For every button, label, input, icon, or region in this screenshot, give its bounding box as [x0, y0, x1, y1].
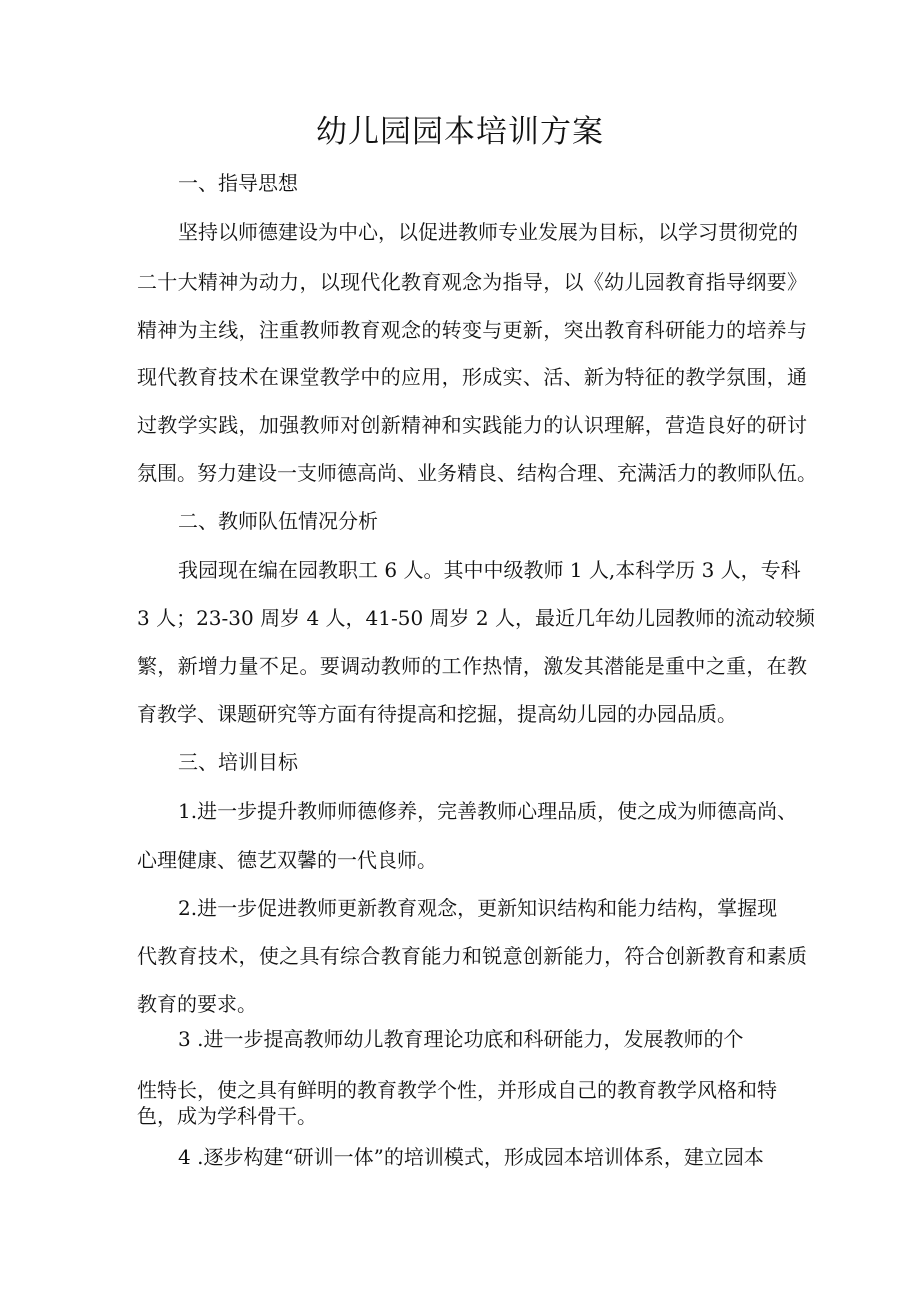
list-item-goal-1: 1.进一步提升教师师德修养，完善教师心理品质，使之成为师德高尚、	[178, 799, 798, 823]
list-item-goal-2: 2.进一步促进教师更新教育观念，更新知识结构和能力结构，掌握现	[178, 896, 778, 920]
paragraph-line: 氛围。努力建设一支师德高尚、业务精良、结构合理、充满活力的教师队伍。	[137, 461, 817, 485]
paragraph-line: 代教育技术，使之具有综合教育能力和锐意创新能力，符合创新教育和素质	[137, 944, 807, 968]
paragraph-line: 精神为主线，注重教师教育观念的转变与更新，突出教育科研能力的培养与	[137, 318, 807, 342]
paragraph-line: 色，成为学科骨干。	[137, 1104, 317, 1128]
paragraph-line: 过教学实践，加强教师对创新精神和实践能力的认识理解，营造良好的研讨	[137, 413, 807, 437]
list-item-goal-3: 3 .进一步提高教师幼儿教育理论功底和科研能力，发展教师的个	[178, 1027, 744, 1051]
paragraph-line: 心理健康、德艺双馨的一代良师。	[137, 848, 437, 872]
paragraph-line: 坚持以师德建设为中心，以促进教师专业发展为目标，以学习贯彻党的	[178, 220, 798, 244]
document-title: 幼儿园园本培训方案	[316, 114, 604, 150]
section-heading-guiding-thought: 一、指导思想	[178, 171, 298, 195]
paragraph-line: 性特长，使之具有鲜明的教育教学个性，并形成自己的教育教学风格和特	[137, 1078, 777, 1102]
paragraph-line: 繁，新增力量不足。要调动教师的工作热情，激发其潜能是重中之重，在教	[137, 654, 807, 678]
paragraph-line: 教育的要求。	[137, 992, 257, 1016]
paragraph-line: 育教学、课题研究等方面有待提高和挖掘，提高幼儿园的办园品质。	[137, 702, 737, 726]
paragraph-line: 我园现在编在园教职工 6 人。其中中级教师 1 人,本科学历 3 人，专科	[178, 558, 801, 582]
list-item-goal-4: 4 .逐步构建“研训一体”的培训模式，形成园本培训体系，建立园本	[178, 1145, 764, 1169]
section-heading-staff-analysis: 二、教师队伍情况分析	[178, 509, 378, 533]
paragraph-line: 3 人；23-30 周岁 4 人，41-50 周岁 2 人，最近几年幼儿园教师的流动较频	[137, 606, 815, 630]
paragraph-line: 现代教育技术在课堂教学中的应用，形成实、活、新为特征的教学氛围，通	[137, 365, 807, 389]
paragraph-line: 二十大精神为动力，以现代化教育观念为指导，以《幼儿园教育指导纲要》	[137, 270, 807, 294]
section-heading-training-goals: 三、培训目标	[178, 750, 298, 774]
